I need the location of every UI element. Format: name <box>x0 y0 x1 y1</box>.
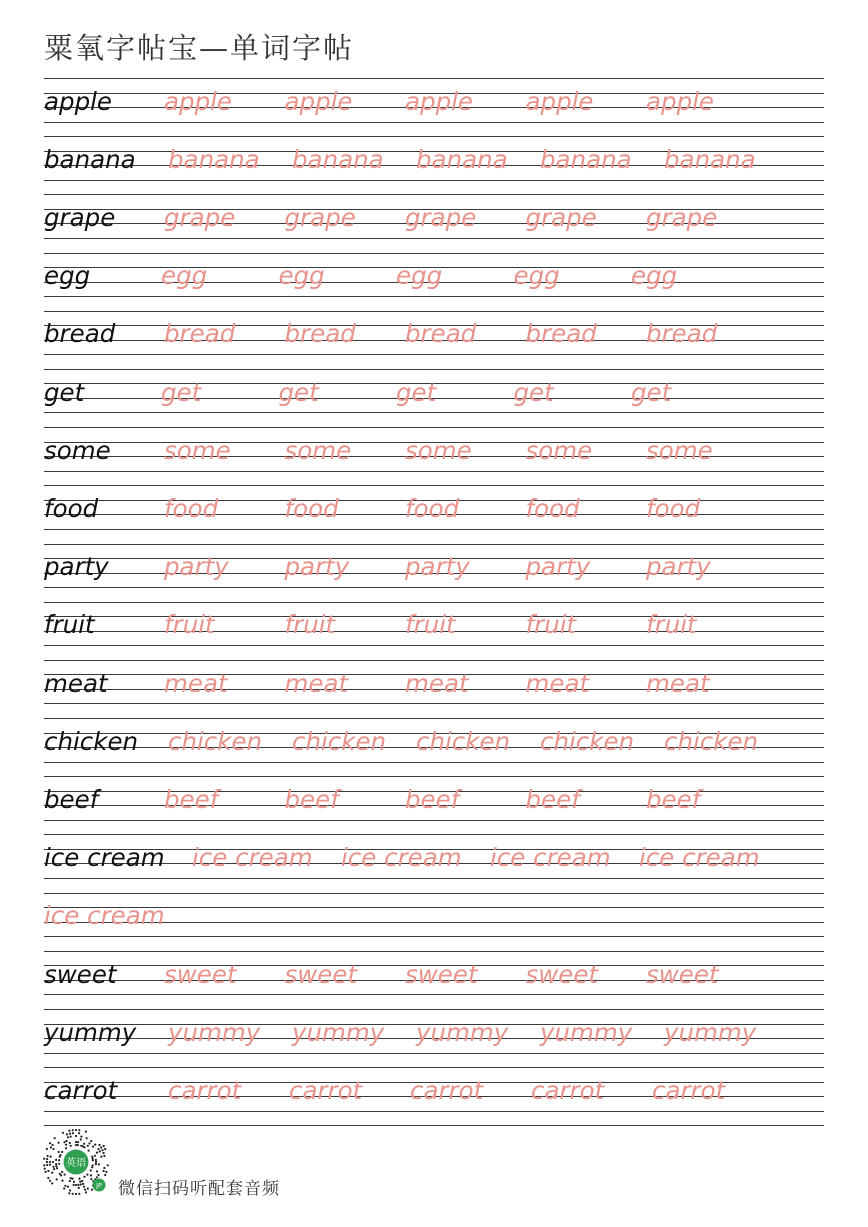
practice-row <box>44 136 824 194</box>
tracing-word: grape <box>525 203 597 233</box>
lead-word: get <box>44 377 85 407</box>
practice-row <box>44 78 824 136</box>
tracing-word: food <box>525 494 580 523</box>
lead-word: food <box>44 494 99 523</box>
tracing-word: carrot <box>289 1075 363 1105</box>
tracing-word: apple <box>405 86 473 116</box>
tracing-word: beef <box>284 784 339 814</box>
practice-row <box>44 718 824 776</box>
lead-word: carrot <box>44 1075 118 1105</box>
tracing-word: sweet <box>164 959 237 989</box>
tracing-word: apple <box>525 86 594 116</box>
tracing-word: some <box>646 435 713 465</box>
rule-line <box>44 427 824 428</box>
rule-line <box>44 485 824 486</box>
rule-line <box>44 122 824 123</box>
rule-line <box>44 529 824 530</box>
practice-row <box>44 602 824 660</box>
tracing-word: fruit <box>405 610 456 640</box>
lead-word: beef <box>44 784 99 814</box>
tracing-word: sweet <box>646 959 719 989</box>
tracing-word: yummy <box>664 1017 757 1047</box>
tracing-word: party <box>646 552 711 582</box>
lead-word: ice cream <box>44 843 165 873</box>
tracing-word: some <box>164 435 231 465</box>
tracing-word: grape <box>284 203 356 233</box>
lead-word: egg <box>44 261 91 291</box>
tracing-word: ice cream <box>44 901 165 931</box>
tracing-word: food <box>164 494 219 523</box>
tracing-word: food <box>284 494 339 523</box>
practice-row <box>44 544 824 602</box>
tracing-word: grape <box>405 203 477 233</box>
tracing-word: yummy <box>168 1017 261 1047</box>
tracing-word: ice cream <box>490 843 611 873</box>
tracing-word: bread <box>284 319 356 349</box>
tracing-word: bread <box>164 319 236 349</box>
tracing-word: grape <box>164 203 236 233</box>
practice-row <box>44 776 824 834</box>
practice-row <box>44 1009 824 1067</box>
rule-line <box>44 471 824 472</box>
lead-word: banana <box>44 144 136 174</box>
tracing-word: get <box>396 377 437 407</box>
tracing-word: meat <box>284 668 349 698</box>
tracing-word: grape <box>646 203 718 233</box>
rule-line <box>44 834 824 835</box>
tracing-word: chicken <box>168 726 263 756</box>
tracing-word: sweet <box>525 959 599 989</box>
rule-line <box>44 296 824 297</box>
tracing-word: ice cream <box>639 843 760 873</box>
rule-line <box>44 645 824 646</box>
rule-line <box>44 951 824 952</box>
tracing-word: beef <box>164 784 219 814</box>
practice-row <box>44 834 824 892</box>
practice-row <box>44 893 824 951</box>
footer-caption: 微信扫码听配套音频 <box>118 1179 280 1199</box>
tracing-word: egg <box>631 261 678 291</box>
lead-word: grape <box>44 203 116 233</box>
tracing-word: bread <box>646 319 718 349</box>
lead-word: party <box>44 552 109 582</box>
tracing-word: carrot <box>531 1075 605 1105</box>
rule-line <box>44 776 824 777</box>
tracing-word: chicken <box>292 726 387 756</box>
rule-line <box>44 994 824 995</box>
tracing-word: apple <box>646 86 714 116</box>
practice-row <box>44 951 824 1009</box>
footer <box>40 1126 540 1206</box>
lead-word: fruit <box>44 610 95 640</box>
qr-badge-label: 英语 <box>66 1158 86 1169</box>
tracing-word: bread <box>405 319 477 349</box>
lead-word: chicken <box>44 726 139 756</box>
tracing-word: ice cream <box>192 843 313 873</box>
tracing-word: food <box>405 494 460 523</box>
tracing-word: fruit <box>525 610 577 640</box>
tracing-word: carrot <box>652 1075 726 1105</box>
rule-line <box>44 180 824 181</box>
rule-line <box>44 311 824 312</box>
tracing-word: party <box>164 552 229 582</box>
rule-line <box>44 1111 824 1112</box>
tracing-word: party <box>525 552 591 582</box>
qr-code-icon[interactable] <box>40 1126 112 1198</box>
tracing-word: bread <box>525 319 597 349</box>
rule-line <box>44 136 824 137</box>
tracing-word: banana <box>292 144 384 174</box>
rule-line <box>44 78 824 79</box>
tracing-word: party <box>405 552 470 582</box>
rule-line <box>44 660 824 661</box>
tracing-word: get <box>631 377 672 407</box>
rule-line <box>44 936 824 937</box>
practice-row <box>44 660 824 718</box>
tracing-word: banana <box>664 144 756 174</box>
tracing-word: egg <box>396 261 443 291</box>
tracing-word: sweet <box>405 959 478 989</box>
tracing-word: banana <box>416 144 508 174</box>
tracing-word: chicken <box>540 726 635 756</box>
tracing-word: carrot <box>410 1075 484 1105</box>
rule-line <box>44 587 824 588</box>
rule-line <box>44 194 824 195</box>
rule-line <box>44 762 824 763</box>
rule-line <box>44 1067 824 1068</box>
tracing-word: beef <box>525 784 580 814</box>
tracing-word: apple <box>164 86 232 116</box>
rule-line <box>44 602 824 603</box>
lead-word: bread <box>44 319 116 349</box>
rule-line <box>44 1053 824 1054</box>
tracing-word: yummy <box>540 1017 633 1047</box>
practice-row <box>44 485 824 543</box>
page-title: 粟氧字帖宝—单词字帖 <box>44 31 355 65</box>
tracing-word: meat <box>164 668 228 698</box>
rule-line <box>44 878 824 879</box>
lead-word: sweet <box>44 959 117 989</box>
rule-line <box>44 893 824 894</box>
tracing-word: chicken <box>664 726 759 756</box>
tracing-word: sweet <box>284 959 358 989</box>
practice-row <box>44 369 824 427</box>
tracing-word: party <box>284 552 350 582</box>
practice-row <box>44 253 824 311</box>
tracing-word: banana <box>168 144 260 174</box>
tracing-word: ice cream <box>341 843 462 873</box>
tracing-word: egg <box>513 261 560 291</box>
rule-line <box>44 703 824 704</box>
tracing-word: some <box>525 435 593 465</box>
lead-word: meat <box>44 668 108 698</box>
tracing-word: beef <box>646 784 701 814</box>
tracing-word: carrot <box>168 1075 242 1105</box>
handwriting-sheet <box>44 78 824 1126</box>
tracing-word: meat <box>405 668 469 698</box>
tracing-word: get <box>278 377 319 407</box>
tracing-word: yummy <box>292 1017 385 1047</box>
tracing-word: chicken <box>416 726 511 756</box>
practice-row <box>44 194 824 252</box>
tracing-word: meat <box>646 668 710 698</box>
rule-line <box>44 238 824 239</box>
rule-line <box>44 1009 824 1010</box>
tracing-word: fruit <box>646 610 697 640</box>
lead-word: some <box>44 435 111 465</box>
practice-row <box>44 311 824 369</box>
tracing-word: yummy <box>416 1017 509 1047</box>
qr-corner-badge: JP <box>96 1181 102 1190</box>
tracing-word: fruit <box>164 610 215 640</box>
tracing-word: egg <box>278 261 325 291</box>
lead-word: yummy <box>44 1017 137 1047</box>
rule-line <box>44 718 824 719</box>
tracing-word: get <box>513 377 554 407</box>
tracing-word: some <box>284 435 352 465</box>
rule-line <box>44 544 824 545</box>
tracing-word: beef <box>405 784 460 814</box>
practice-row <box>44 427 824 485</box>
tracing-word: get <box>161 377 202 407</box>
rule-line <box>44 820 824 821</box>
rule-line <box>44 412 824 413</box>
rule-line <box>44 369 824 370</box>
tracing-word: apple <box>284 86 353 116</box>
tracing-word: meat <box>525 668 590 698</box>
rule-line <box>44 354 824 355</box>
practice-row <box>44 1067 824 1125</box>
tracing-word: food <box>646 494 701 523</box>
tracing-word: banana <box>540 144 632 174</box>
lead-word: apple <box>44 86 112 116</box>
tracing-word: egg <box>161 261 208 291</box>
tracing-word: some <box>405 435 472 465</box>
rule-line <box>44 253 824 254</box>
tracing-word: fruit <box>284 610 336 640</box>
